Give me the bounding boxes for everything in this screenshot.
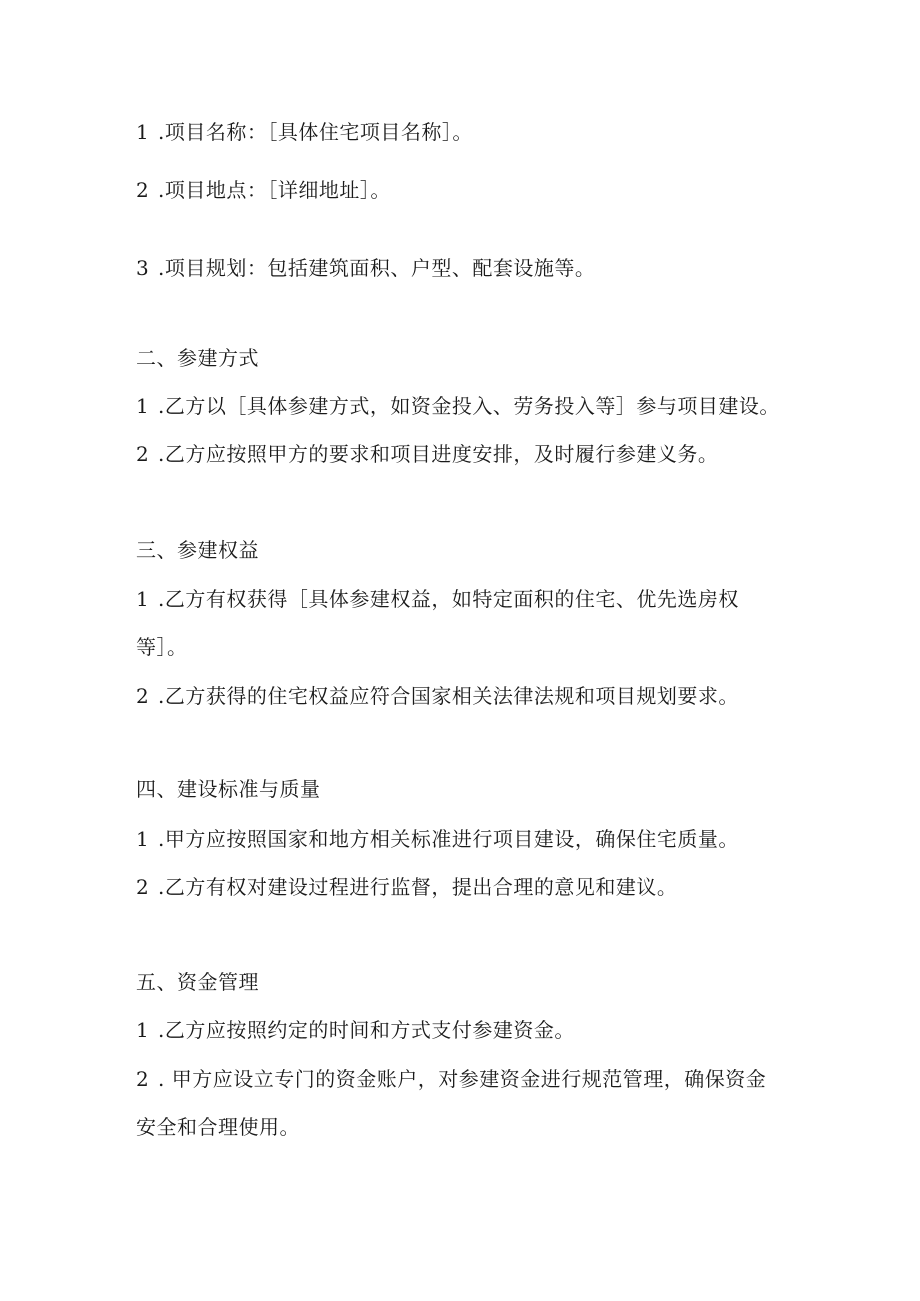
item-project-name xyxy=(136,120,473,144)
list-item xyxy=(136,827,739,851)
item-project-plan xyxy=(136,256,595,280)
list-item xyxy=(136,587,739,611)
item-number: 1 xyxy=(136,1018,150,1042)
list-item xyxy=(136,442,718,466)
item-text: .项目名称：［具体住宅项目名称］。 xyxy=(158,120,473,144)
item-number: 3 xyxy=(136,256,150,280)
item-text: .乙方应按照甲方的要求和项目进度安排，及时履行参建义务。 xyxy=(158,442,719,466)
item-number: 1 xyxy=(136,827,150,851)
item-text: .乙方有权对建设过程进行监督，提出合理的意见和建议。 xyxy=(158,875,678,899)
item-text: . 甲方应设立专门的资金账户，对参建资金进行规范管理，确保资金 xyxy=(158,1067,767,1091)
section-heading: 四、建设标准与质量 xyxy=(136,777,321,801)
item-number: 2 xyxy=(136,875,150,899)
item-text: .甲方应按照国家和地方相关标准进行项目建设，确保住宅质量。 xyxy=(158,827,739,851)
section-heading: 三、参建权益 xyxy=(136,538,259,562)
item-number: 2 xyxy=(136,178,150,202)
item-text: .乙方应按照约定的时间和方式支付参建资金。 xyxy=(158,1018,575,1042)
item-number: 2 xyxy=(136,684,150,708)
list-item xyxy=(136,394,780,418)
list-item-continuation: 等］。 xyxy=(136,635,188,659)
item-text: .项目规划：包括建筑面积、户型、配套设施等。 xyxy=(158,256,596,280)
list-item xyxy=(136,1067,766,1091)
list-item xyxy=(136,684,739,708)
item-number: 2 xyxy=(136,1067,150,1091)
item-text: .乙方有权获得［具体参建权益，如特定面积的住宅、优先选房权 xyxy=(158,587,739,611)
item-number: 1 xyxy=(136,587,150,611)
list-item-continuation: 安全和合理使用。 xyxy=(136,1115,300,1139)
item-number: 2 xyxy=(136,442,150,466)
item-text: .乙方以［具体参建方式，如资金投入、劳务投入等］参与项目建设。 xyxy=(158,394,780,418)
item-number: 1 xyxy=(136,394,150,418)
section-heading: 二、参建方式 xyxy=(136,346,259,370)
list-item xyxy=(136,875,677,899)
section-heading: 五、资金管理 xyxy=(136,970,259,994)
item-project-location xyxy=(136,178,391,202)
item-number: 1 xyxy=(136,120,150,144)
item-text: .乙方获得的住宅权益应符合国家相关法律法规和项目规划要求。 xyxy=(158,684,739,708)
list-item xyxy=(136,1018,575,1042)
item-text: .项目地点：［详细地址］。 xyxy=(158,178,391,202)
